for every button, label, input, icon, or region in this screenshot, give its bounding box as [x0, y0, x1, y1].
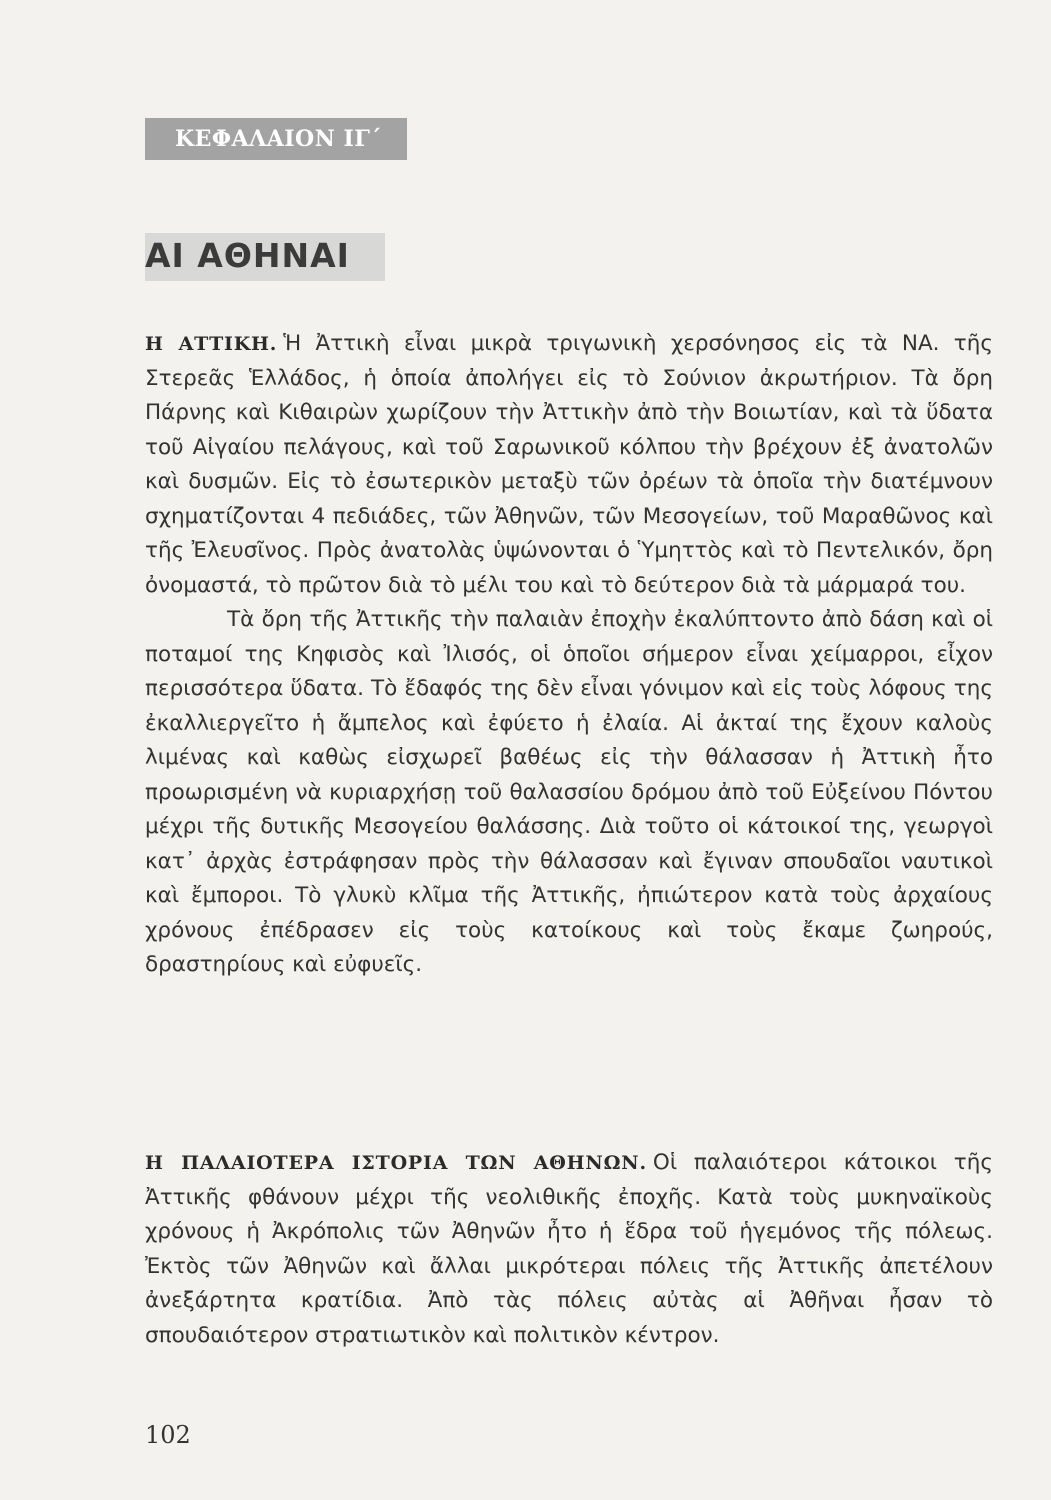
section-attiki: [145, 327, 993, 983]
section-paragraph: [145, 1146, 993, 1353]
section-paragraph: [145, 327, 993, 603]
paragraph-text: Ἡ Ἀττικὴ εἶναι μικρὰ τριγωνικὴ χερσόνησος εἰς τὰ ΝΑ. τῆς Στερεᾶς Ἑλλάδος, ἡ ὁποία ἀπολήγει εἰς τὸ Σούνιον ἀκρωτήριον. Τὰ ὄρη Πάρνης καὶ Κιθαιρὼν χωρίζουν τὴν Ἀττικὴν ἀπὸ τὴν Βοιωτίαν, καὶ τὰ ὕδατα τοῦ Αἰγαίου πελάγους, καὶ τοῦ Σαρωνικοῦ κόλπου τὴν βρέχουν ἐξ ἀνατολῶν καὶ δυσμῶν. Εἰς τὸ ἐσωτερικὸν μεταξὺ τῶν ὀρέων τὰ ὁποῖα τὴν διατέμνουν σχηματίζονται 4 πεδιάδες, τῶν Ἀθηνῶν, τῶν Μεσογείων, τοῦ Μαραθῶνος καὶ τῆς Ἐλευσῖνος. Πρὸς ἀνατολὰς ὑψώνονται ὁ Ὑμηττὸς καὶ τὸ Πεντελικόν, ὄρη ὀνομαστά, τὸ πρῶτον διὰ τὸ μέλι του καὶ τὸ δεύτερον διὰ τὰ μάρμαρά του.: [145, 331, 993, 598]
chapter-label: ΚΕΦΑΛΑΙΟΝ ΙΓ΄: [145, 118, 407, 160]
section-heading: Η ΑΤΤΙΚΗ.: [145, 333, 278, 355]
page-number: 102: [145, 1421, 191, 1449]
section-heading: Η ΠΑΛΑΙΟΤΕΡΑ ΙΣΤΟΡΙΑ ΤΩΝ ΑΘΗΝΩΝ.: [145, 1152, 647, 1174]
paragraph-text: Τὰ ὄρη τῆς Ἀττικῆς τὴν παλαιὰν ἐποχὴν ἐκαλύπτοντο ἀπὸ δάση καὶ οἱ ποταμοί της Κηφισὸς καὶ Ἰλισός, οἱ ὁποῖοι σήμερον εἶναι χείμαρροι, εἶχον περισσότερα ὕδατα. Τὸ ἔδαφός της δὲν εἶναι γόνιμον καὶ εἰς τοὺς λόφους της ἐκαλλιεργεῖτο ἡ ἄμπελος καὶ ἐφύετο ἡ ἐλαία. Αἱ ἀκταί της ἔχουν καλοὺς λιμένας καὶ καθὼς εἰσχωρεῖ βαθέως εἰς τὴν θάλασσαν ἡ Ἀττικὴ ἦτο προωρισμένη νὰ κυριαρχήσῃ τοῦ θαλασσίου δρόμου ἀπὸ τοῦ Εὐξείνου Πόντου μέχρι τῆς δυτικῆς Μεσογείου θαλάσσης. Διὰ τοῦτο οἱ κάτοικοί της, γεωργοὶ κατ᾽ ἀρχὰς ἐστράφησαν πρὸς τὴν θάλασσαν καὶ ἔγιναν σπουδαῖοι ναυτικοὶ καὶ ἔμποροι. Τὸ γλυκὺ κλῖμα τῆς Ἀττικῆς, ἠπιώτερον κατὰ τοὺς ἀρχαίους χρόνους ἐπέδρασεν εἰς τοὺς κατοίκους καὶ τοὺς ἔκαμε ζωηρούς, δραστηρίους καὶ εὐφυεῖς.: [145, 607, 993, 977]
chapter-title: ΑΙ ΑΘΗΝΑΙ: [145, 236, 350, 275]
paragraph-text: Οἱ παλαιότεροι κάτοικοι τῆς Ἀττικῆς φθάνουν μέχρι τῆς νεολιθικῆς ἐποχῆς. Κατὰ τοὺς μυκηναϊκοὺς χρόνους ἡ Ἀκρόπολις τῶν Ἀθηνῶν ἦτο ἡ ἕδρα τοῦ ἡγεμόνος τῆς πόλεως. Ἐκτὸς τῶν Ἀθηνῶν καὶ ἄλλαι μικρότεραι πόλεις τῆς Ἀττικῆς ἀπετέλουν ἀνεξάρτητα κρατίδια. Ἀπὸ τὰς πόλεις αὐτὰς αἱ Ἀθῆναι ἦσαν τὸ σπουδαιότερον στρατιωτικὸν καὶ πολιτικὸν κέντρον.: [145, 1150, 994, 1348]
section-history: [145, 1146, 993, 1353]
